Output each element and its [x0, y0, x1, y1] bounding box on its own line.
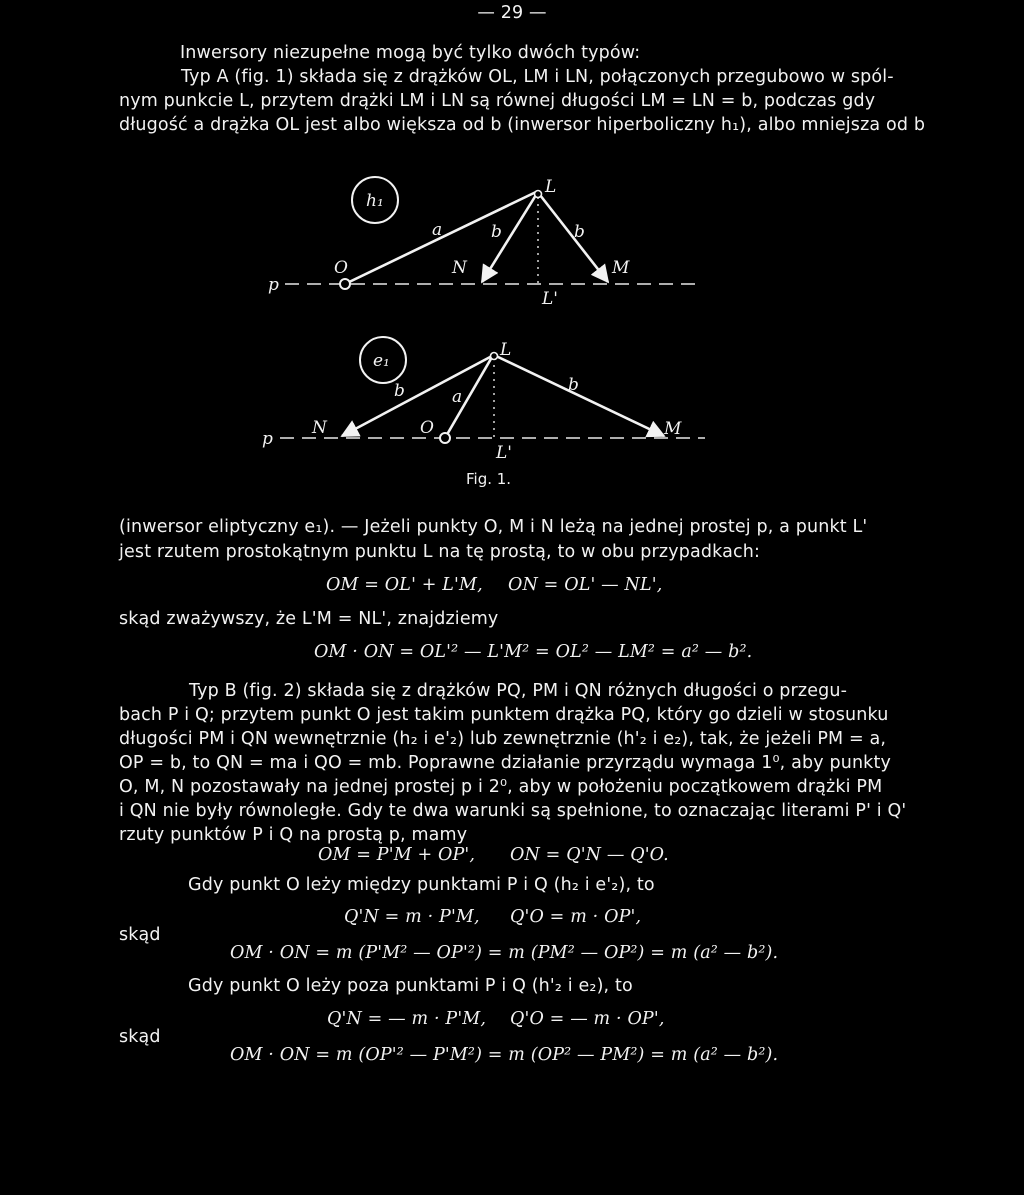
eq-product-a: OM · ON = OL'² — L'M² = OL² — LM² = a² — b².	[314, 642, 753, 662]
bar-LM-bottom	[496, 356, 664, 436]
after-fig-line-3: skąd zważywszy, że L'M = NL', znajdziemy	[119, 609, 499, 629]
label-a-bottom: a	[452, 387, 463, 407]
skad-2: skąd	[119, 1027, 161, 1047]
type-a-line-1: Typ A (fig. 1) składa się z drążków OL, LM i LN, połączonych przegubowo w spól-	[181, 67, 894, 87]
figure-1	[0, 0, 1024, 520]
label-p-top: p	[268, 275, 279, 295]
figure-bottom-e1	[262, 337, 705, 463]
label-N-bottom: N	[312, 418, 327, 438]
after-fig-line-2: jest rzutem prostokątnym punktu L na tę prostą, to w obu przypadkach:	[119, 542, 761, 562]
type-a-line-3: długość a drążka OL jest albo większa od b (inwersor hiperboliczny h₁), albo mniejsza od b	[119, 115, 926, 135]
figure-caption: Fig. 1.	[466, 470, 512, 488]
label-M-bottom: M	[664, 419, 682, 439]
eq-on: ON = OL' — NL',	[508, 575, 663, 595]
label-b1-bottom: b	[394, 381, 405, 401]
badge-e1: e₁	[373, 351, 390, 371]
label-L-bottom: L	[500, 340, 512, 360]
skad-1: skąd	[119, 925, 161, 945]
label-O-bottom: O	[420, 418, 434, 438]
joint-L-top	[535, 191, 542, 198]
label-b2-top: b	[574, 222, 585, 242]
label-O-top: O	[334, 258, 348, 278]
label-b1-top: b	[491, 222, 502, 242]
label-a-top: a	[432, 220, 443, 240]
case-2-line: Gdy punkt O leży poza punktami P i Q (h'₂ i e₂), to	[188, 976, 633, 996]
type-a-line-2: nym punkcie L, przytem drążki LM i LN są równej długości LM = LN = b, podczas gdy	[119, 91, 876, 111]
type-b-line-1: Typ B (fig. 2) składa się z drążków PQ, PM i QN różnych długości o przegu-	[189, 681, 848, 701]
label-p-bottom: p	[262, 429, 273, 449]
eq-qn-1: Q'N = m · P'M,	[344, 907, 480, 927]
eq-product-b1: OM · ON = m (P'M² — OP'²) = m (PM² — OP²) = m (a² — b²).	[230, 943, 779, 963]
page-number: — 29 —	[477, 3, 547, 23]
joint-L-bottom	[491, 353, 498, 360]
eq-om: OM = OL' + L'M,	[326, 575, 483, 595]
eq-qo-2: Q'O = — m · OP',	[510, 1009, 665, 1029]
label-Lprime-top: L'	[542, 289, 558, 309]
joint-O-top	[340, 279, 350, 289]
after-fig-line-1: (inwersor eliptyczny e₁). — Jeżeli punkty O, M i N leżą na jednej prostej p, a punkt L'	[119, 517, 868, 537]
eq-qo-1: Q'O = m · OP',	[510, 907, 642, 927]
type-b-line-3: długości PM i QN wewnętrznie (h₂ i e'₂) lub zewnętrznie (h'₂ i e₂), tak, że jeżeli PM = a,	[119, 729, 887, 749]
label-M-top: M	[612, 258, 630, 278]
label-N-top: N	[452, 258, 467, 278]
eq-product-b2: OM · ON = m (OP'² — P'M²) = m (OP² — PM²) = m (a² — b²).	[230, 1045, 779, 1065]
case-1-line: Gdy punkt O leży między punktami P i Q (h₂ i e'₂), to	[188, 875, 655, 895]
type-b-line-4: OP = b, to QN = ma i QO = mb. Poprawne działanie przyrządu wymaga 1⁰, aby punkty	[119, 753, 891, 773]
type-b-line-7: rzuty punktów P i Q na prostą p, mamy	[119, 825, 468, 845]
eq-om-b: OM = P'M + OP',	[318, 845, 476, 865]
type-b-line-5: O, M, N pozostawały na jednej prostej p i 2⁰, aby w położeniu początkowem drążki PM	[119, 777, 883, 797]
type-b-line-6: i QN nie były równoległe. Gdy te dwa warunki są spełnione, to oznaczając literami P' i Q'	[119, 801, 907, 821]
label-Lprime-bottom: L'	[496, 443, 512, 463]
intro-line: Inwersory niezupełne mogą być tylko dwóch typów:	[180, 43, 641, 63]
type-b-line-2: bach P i Q; przytem punkt O jest takim punktem drążka PQ, który go dzieli w stosunku	[119, 705, 889, 725]
joint-O-bottom	[440, 433, 450, 443]
badge-h1: h₁	[366, 191, 384, 211]
eq-qn-2: Q'N = — m · P'M,	[327, 1009, 487, 1029]
figure-top-h1	[268, 177, 700, 309]
label-b2-bottom: b	[568, 375, 579, 395]
eq-on-b: ON = Q'N — Q'O.	[510, 845, 669, 865]
label-L-top: L	[545, 177, 557, 197]
